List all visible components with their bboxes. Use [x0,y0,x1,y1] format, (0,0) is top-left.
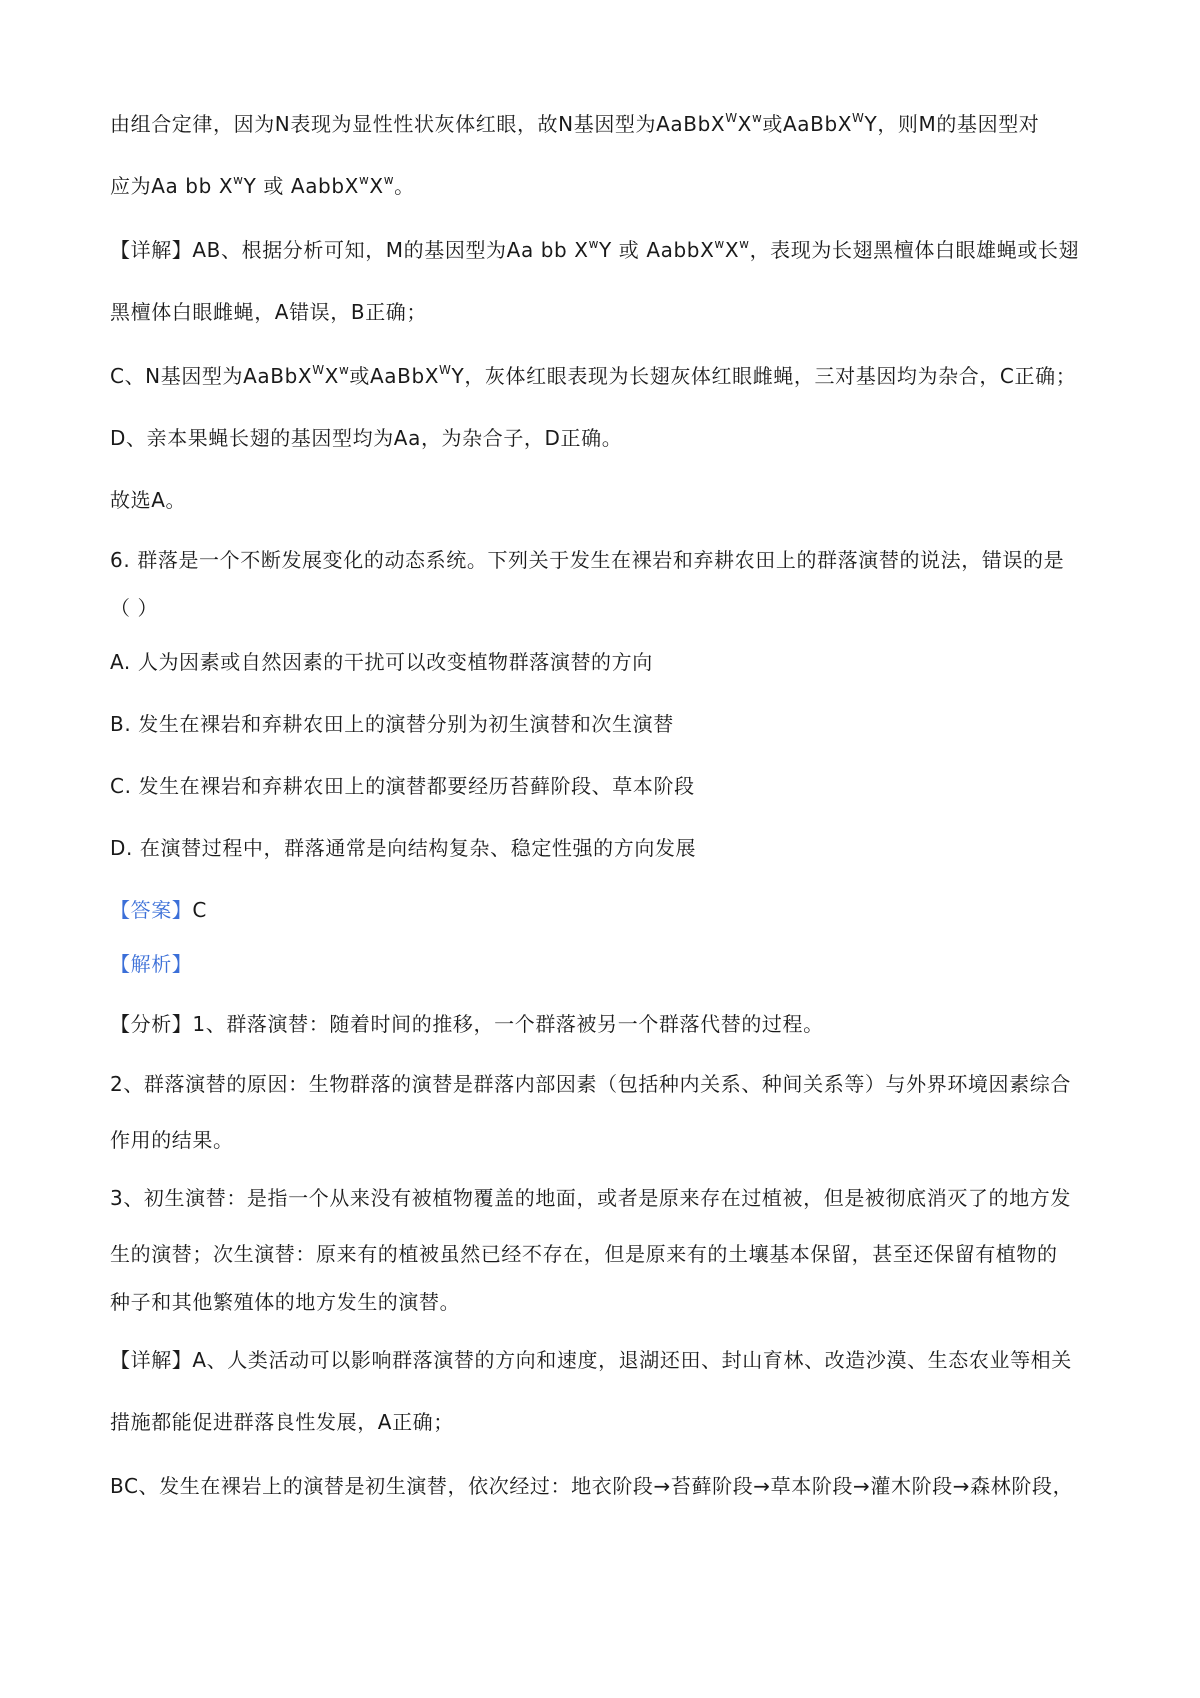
text-run: ，表现为长翅黑檀体白眼雄蝇或长翅 [749,238,1080,262]
text-run: X [324,364,339,388]
paragraph-line: 故选A。 [110,488,187,512]
analysis-line: 3、初生演替：是指一个从来没有被植物覆盖的地面，或者是原来存在过植被，但是被彻底消灭了的地方发 [110,1186,1071,1210]
paragraph-line [110,362,1076,390]
answer-value: C [192,898,207,922]
superscript: W [725,111,738,126]
superscript: W [439,363,452,378]
analysis-line: 2、群落演替的原因：生物群落的演替是群落内部因素（包括种内关系、种间关系等）与外界环境因素综合 [110,1072,1071,1096]
text-run: X [724,238,740,262]
superscript: w [714,237,725,252]
text-run: 或AaBbX [762,112,853,136]
superscript: w [358,173,370,188]
option-a: A. 人为因素或自然因素的干扰可以改变植物群落演替的方向 [110,650,653,674]
text-run: 由组合定律，因为N表现为显性性状灰体红眼，故N基因型为AaBbX [110,112,726,136]
text-run: 应为Aa bb X [110,174,234,198]
detail-line: 措施都能促进群落良性发展，A正确； [110,1410,454,1434]
analysis-line: 作用的结果。 [110,1128,234,1152]
paragraph-line: D、亲本果蝇长翅的基因型均为Aa，为杂合子，D正确。 [110,426,623,450]
superscript: w [739,237,750,252]
text-run: X [737,112,752,136]
analysis-line: 种子和其他繁殖体的地方发生的演替。 [110,1290,461,1314]
superscript: w [751,111,763,126]
text-run: 【详解】AB、根据分析可知，M的基因型为Aa bb X [110,238,589,262]
text-run: X [369,174,384,198]
option-b: B. 发生在裸岩和弃耕农田上的演替分别为初生演替和次生演替 [110,712,674,736]
analysis-line: 生的演替；次生演替：原来有的植被虽然已经不存在，但是原来有的土壤基本保留，甚至还保留有植物的 [110,1242,1058,1266]
text-run: Y，则M的基因型对 [864,112,1040,136]
text-run: 或AaBbX [349,364,440,388]
option-d: D. 在演替过程中，群落通常是向结构复杂、稳定性强的方向发展 [110,836,697,860]
superscript: w [233,173,244,188]
text-run: C、N基因型为AaBbX [110,364,313,388]
text-run: Y，灰体红眼表现为长翅灰体红眼雌蝇，三对基因均为杂合，C正确； [451,364,1077,388]
superscript: W [852,111,865,126]
superscript: w [338,363,350,378]
text-run: 。 [394,174,415,198]
paragraph-line: 黑檀体白眼雌蝇，A错误，B正确； [110,300,428,324]
question-stem: 6. 群落是一个不断发展变化的动态系统。下列关于发生在裸岩和弃耕农田上的群落演替的说法，错误的是 [110,548,1065,572]
superscript: w [383,173,395,188]
question-paren: （ ） [110,596,159,620]
answer-label: 【答案】 [110,898,193,922]
paragraph-line [110,110,1039,138]
analysis-label: 【解析】 [110,952,193,976]
superscript: w [588,237,600,252]
detail-line: 【详解】A、人类活动可以影响群落演替的方向和速度，退湖还田、封山育林、改造沙漠、生态农业等相关 [110,1348,1072,1372]
text-run: Y 或 AabbX [599,238,715,262]
option-c: C. 发生在裸岩和弃耕农田上的演替都要经历苔藓阶段、草本阶段 [110,774,695,798]
analysis-line: 【分析】1、群落演替：随着时间的推移，一个群落被另一个群落代替的过程。 [110,1012,824,1036]
paragraph-line [110,172,415,200]
answer-line [110,896,207,924]
text-run: Y 或 AabbX [243,174,359,198]
detail-line: BC、发生在裸岩上的演替是初生演替，依次经过：地衣阶段→苔藓阶段→草本阶段→灌木阶段→森林阶段， [110,1474,1074,1498]
paragraph-line [110,236,1079,264]
superscript: W [312,363,325,378]
